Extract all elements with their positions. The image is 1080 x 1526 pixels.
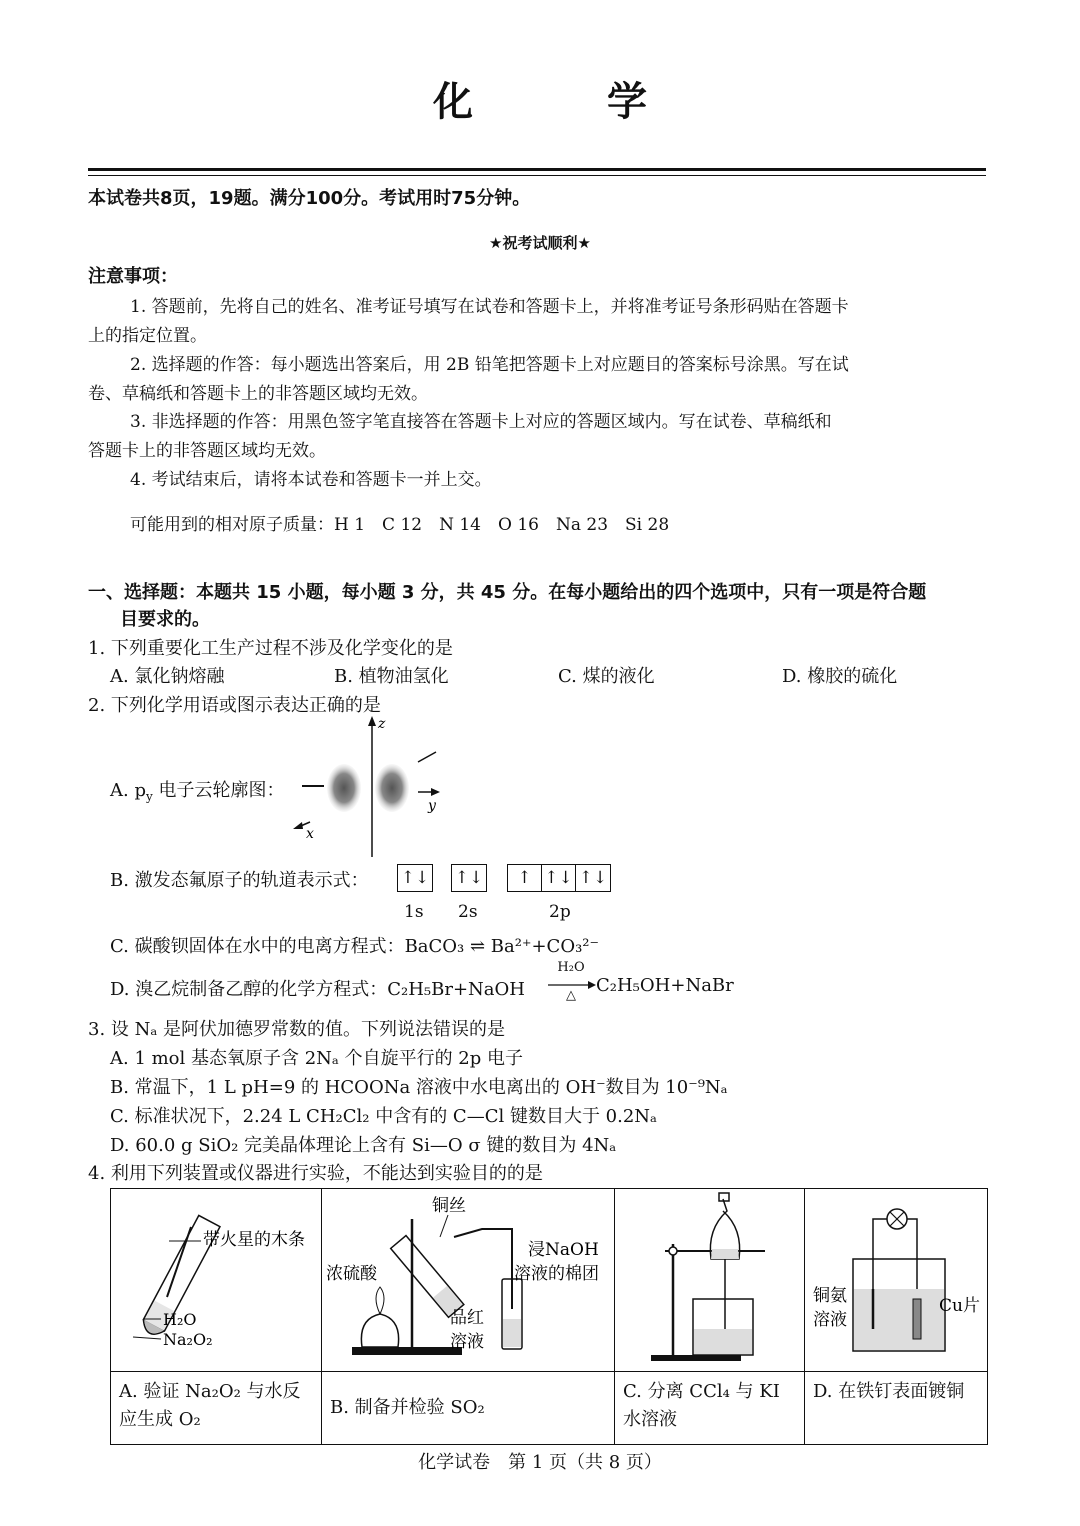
figure-d (805, 1189, 986, 1367)
note-1-cont: 上的指定位置。 (88, 326, 207, 346)
figure-d-solution-label-2: 溶液 (813, 1310, 847, 1330)
figure-d-plate-label: Cu片 (939, 1296, 980, 1316)
figure-a (111, 1189, 320, 1367)
orbital-box-2p (507, 864, 611, 892)
note-2-cont: 卷、草稿纸和答题卡上的非答题区域均无效。 (88, 384, 428, 404)
z-axis-arrow (368, 716, 376, 726)
orbital-box-1s (397, 864, 433, 892)
orbital-box-2s (451, 864, 487, 892)
q2-option-a (110, 776, 284, 804)
q3-option-c: C. 标准状况下，2.24 L CH₂Cl₂ 中含有的 C—Cl 键数目大于 0.2Nₐ (110, 1106, 657, 1127)
x-axis-arrow (293, 822, 303, 829)
caption-a: A. 验证 Na₂O₂ 与水反应生成 O₂ (111, 1372, 322, 1445)
figure-a-splint-label: 带火星的木条 (203, 1230, 305, 1250)
experiment-table (110, 1188, 988, 1445)
caption-b: B. 制备并检验 SO₂ (322, 1372, 615, 1445)
notes-heading: 注意事项： (88, 266, 178, 287)
section-heading-cont: 目要求的。 (120, 609, 210, 630)
delivery-tube (454, 1229, 512, 1309)
header-rule-thin (88, 175, 986, 176)
ring-stand-base (651, 1355, 741, 1361)
orbital-1s-cell: ↑↓ (400, 868, 430, 888)
q2-option-c: C. 碳酸钡固体在水中的电离方程式：BaCO₃ ⇌ Ba²⁺+CO₃²⁻ (110, 936, 600, 957)
orbital-lobe-left (327, 764, 361, 812)
figure-b-cotton-label-1: 浸NaOH (528, 1240, 599, 1260)
q3-option-d: D. 60.0 g SiO₂ 完美晶体理论上含有 Si—O σ 键的数目为 4Nₐ (110, 1135, 617, 1156)
figure-a-solid-label: Na₂O₂ (163, 1330, 213, 1349)
z-axis-label: z (378, 716, 386, 732)
orbital-lobe-right (375, 764, 409, 812)
y-axis-arrow (431, 788, 440, 796)
figure-b-dye-label-2: 溶液 (450, 1332, 484, 1352)
header-rule-thick (88, 168, 986, 171)
reaction-condition-bottom: △ (566, 988, 576, 1003)
orbital-2p-cell-2: ↑↓ (542, 865, 576, 891)
figure-b-wire-label: 铜丝 (432, 1196, 466, 1216)
q3-option-b: B. 常温下，1 L pH=9 的 HCOONa 溶液中水电离出的 OH⁻数目为 10⁻⁹Nₐ (110, 1077, 728, 1098)
alcohol-lamp (361, 1314, 398, 1347)
note-3: 3. 非选择题的作答：用黑色签字笔直接答在答题卡上对应的答题区域内。写在试卷、草稿纸和 (130, 412, 832, 432)
figure-d-solution-label-1: 铜氨 (813, 1286, 847, 1306)
orbital-2p-cell-3: ↑↓ (578, 868, 608, 888)
note-3-cont: 答题卡上的非答题区域均无效。 (88, 441, 326, 461)
reaction-condition-top: H₂O (557, 960, 585, 975)
q2-a-sub: y (145, 789, 153, 804)
figure-a-cell (111, 1189, 322, 1372)
x-axis-far (418, 752, 436, 762)
q3-stem: 3. 设 Nₐ 是阿伏加德罗常数的值。下列说法错误的是 (88, 1019, 506, 1040)
orbital-2s-cell: ↑↓ (454, 868, 484, 888)
x-axis-label: x (306, 826, 314, 842)
reaction-product: C₂H₅OH+NaBr (596, 975, 734, 996)
orbital-label-1s: 1s (404, 902, 424, 922)
q2-a-label: A. p (110, 780, 146, 801)
note-1: 1. 答题前，先将自己的姓名、准考证号填写在试卷和答题卡上，并将准考证号条形码贴在答题卡 (130, 297, 849, 317)
page-title: 化 学 (433, 78, 707, 125)
y-axis-label: y (428, 798, 436, 814)
caption-d: D. 在铁钉表面镀铜 (805, 1372, 988, 1445)
figure-c (615, 1189, 803, 1367)
caption-c: C. 分离 CCl₄ 与 KI 水溶液 (615, 1372, 805, 1445)
figure-b-cell (322, 1189, 615, 1372)
q4-stem: 4. 利用下列装置或仪器进行实验，不能达到实验目的的是 (88, 1163, 543, 1184)
figure-b-dye-label-1: 品红 (450, 1308, 484, 1328)
q2-option-b: B. 激发态氟原子的轨道表示式： (110, 870, 369, 891)
figure-b (322, 1189, 613, 1367)
figure-b-cotton-label-2: 溶液的棉团 (514, 1264, 599, 1284)
q1-stem: 1. 下列重要化工生产过程不涉及化学变化的是 (88, 638, 453, 659)
paper-info: 本试卷共8页，19题。满分100分。考试用时75分钟。 (88, 188, 531, 209)
figure-a-water-label: H₂O (163, 1310, 197, 1329)
orbital-diagram (397, 864, 627, 892)
q2-a-text: 电子云轮廓图： (152, 780, 285, 801)
reaction-tube (391, 1236, 464, 1318)
q1-option-a: A. 氯化钠熔融 (110, 666, 225, 687)
figure-d-cell (805, 1189, 988, 1372)
q2-option-d: D. 溴乙烷制备乙醇的化学方程式：C₂H₅Br+NaOH (110, 979, 525, 1000)
q2-stem: 2. 下列化学用语或图示表达正确的是 (88, 695, 381, 716)
stand-base (352, 1347, 462, 1355)
figure-c-cell (615, 1189, 805, 1372)
note-4: 4. 考试结束后，请将本试卷和答题卡一并上交。 (130, 470, 492, 490)
blessing: ★祝考试顺利★ (489, 234, 591, 252)
section-heading: 一、选择题：本题共 15 小题，每小题 3 分，共 45 分。在每小题给出的四个选项中，只有一项是符合题 (88, 582, 927, 603)
atomic-masses: 可能用到的相对原子质量：H 1 C 12 N 14 O 16 Na 23 Si 28 (130, 515, 670, 535)
q3-option-a: A. 1 mol 基态氧原子含 2Nₐ 个自旋平行的 2p 电子 (110, 1048, 524, 1069)
p-orbital-diagram (290, 712, 460, 857)
note-2: 2. 选择题的作答：每小题选出答案后，用 2B 铅笔把答题卡上对应题目的答案标号涂黑。写在试 (130, 355, 849, 375)
orbital-label-2p: 2p (549, 902, 571, 922)
copper-plate (913, 1299, 921, 1339)
orbital-label-2s: 2s (458, 902, 478, 922)
q1-option-c: C. 煤的液化 (558, 666, 655, 687)
q1-option-b: B. 植物油氢化 (334, 666, 449, 687)
q1-option-d: D. 橡胶的硫化 (782, 666, 898, 687)
page-footer: 化学试卷 第 1 页（共 8 页） (418, 1452, 662, 1473)
orbital-2p-cell-1: ↑ (508, 865, 542, 891)
figure-b-acid-label: 浓硫酸 (326, 1264, 377, 1284)
